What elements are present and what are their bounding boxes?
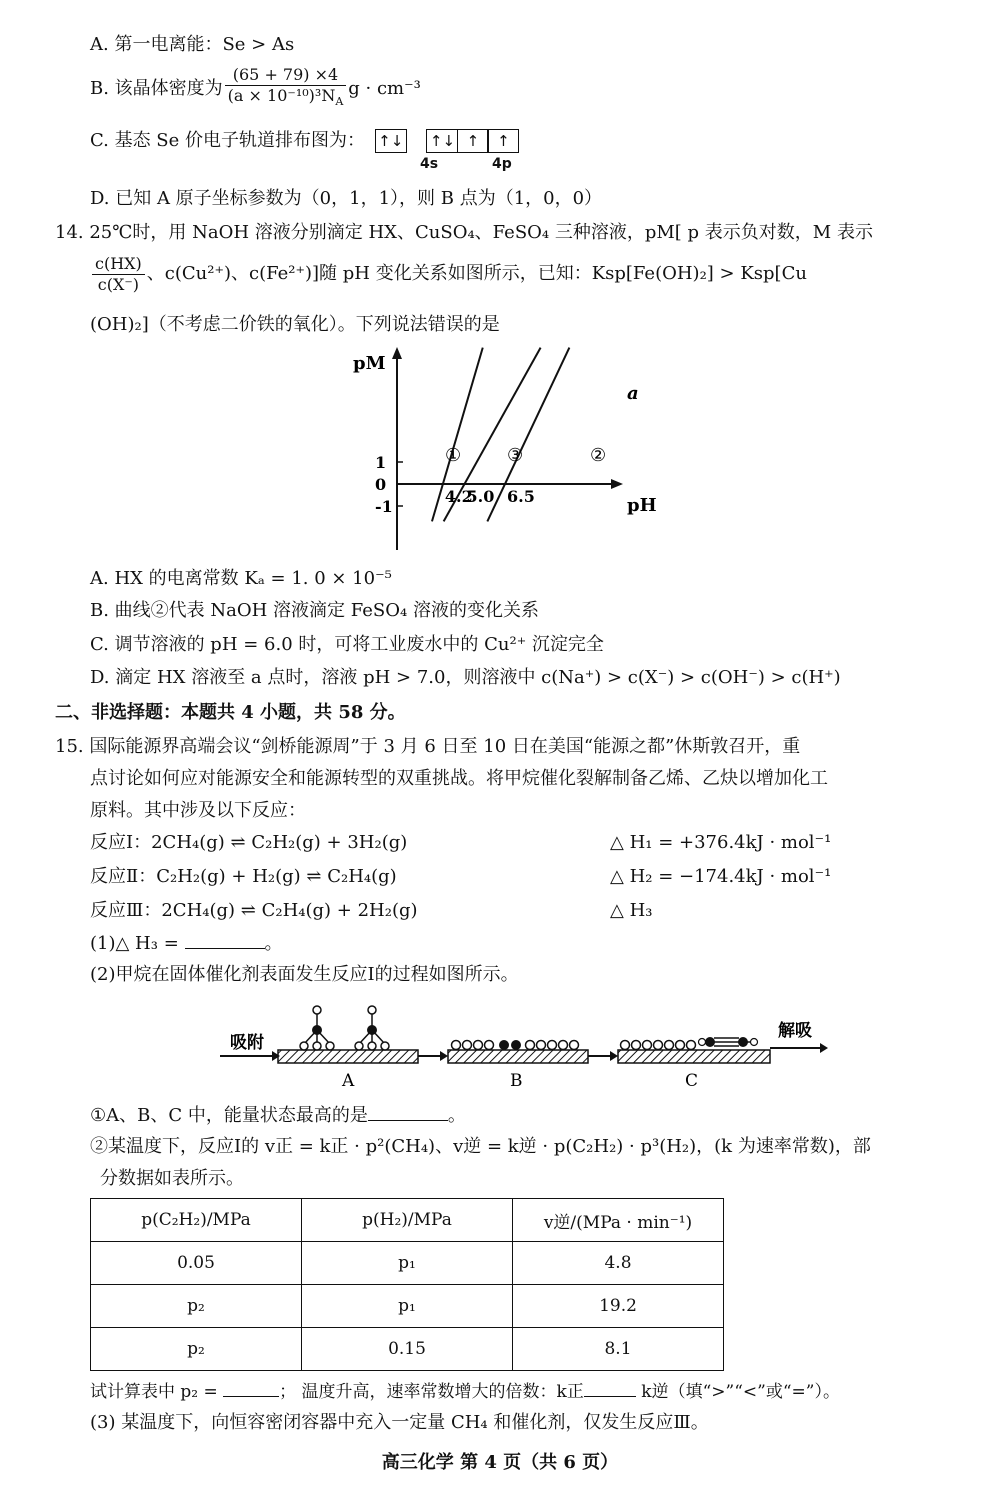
orbital-4s-box [375,129,407,153]
q15-intro-line3: 原料。其中涉及以下反应： [90,800,306,821]
x-intercept-label: 5.0 [466,487,495,506]
surface-a [278,1006,418,1063]
table-cell: 19.2 [513,1285,724,1328]
desorb-arrow [770,1043,828,1053]
arrow-b-to-c [588,1051,618,1061]
q14-stem-line3: (OH)₂]（不考虑二价铁的氧化）。下列说法错误的是 [90,314,500,335]
surface-b [448,1040,588,1063]
catalyst-process-diagram [220,992,830,1092]
table-cell: p₁ [302,1242,513,1285]
q14-option-b: B. 曲线②代表 NaOH 溶液滴定 FeSO₄ 溶液的变化关系 [90,600,539,621]
q13-option-b-prefix: B. 该晶体密度为 [90,78,223,99]
methane-molecule [300,1006,334,1050]
rate-data-table [90,1198,724,1371]
density-denominator: $(a \times 10^{-10})^3N_A$ [227,86,344,109]
table-cell: p₁ [302,1285,513,1328]
q14-stem-line1: 14. 25℃时，用 NaOH 溶液分别滴定 HX、CuSO₄、FeSO₄ 三种溶液，pM[ p 表示负对数，M 表示 [55,222,873,243]
table-header-cell: p(H₂)/MPa [302,1199,513,1242]
orbital-cell: ↑ [487,129,519,153]
y-tick-label: -1 [375,497,393,516]
series-label: ③ [507,445,524,466]
answer-blank [584,1378,636,1397]
series-label: ② [590,445,607,466]
table-row [91,1285,724,1328]
answer-blank [223,1378,279,1397]
q14-stem-line2-rest: 、c(Cu²⁺)、c(Fe²⁺)]随 pH 变化关系如图所示，已知：Ksp[Fe(OH)₂] > Ksp[Cu [146,263,807,284]
q15-calc-line: 试计算表中 p₂ = ； 温度升高，速率常数增大的倍数：k正 k逆（填“>”“<”或“=”）。 [90,1378,840,1405]
answer-blank [185,930,265,949]
table-header-cell: p(C₂H₂)/MPa [91,1199,302,1242]
x-intercept-label: 6.5 [507,487,535,506]
table-row [91,1328,724,1371]
answer-blank [368,1102,448,1121]
table-cell: p₂ [91,1328,302,1371]
q13-option-d: D. 已知 A 原子坐标参数为（0，1，1），则 B 点为（1，0，0） [90,188,603,209]
hx-ratio-fraction: $\frac{c(HX)}{c(X^-)}$ [92,254,145,295]
q15-intro-line1: 15. 国际能源界高端会议“剑桥能源周”于 3 月 6 日至 10 日在美国“能源之都”休斯敦召开，重 [55,736,801,757]
orbital-cell: ↑ [457,129,489,153]
stage-label-a: A [342,1071,355,1091]
table-header-cell: v逆/(MPa · min⁻¹) [513,1199,724,1242]
surface-c [618,1037,770,1063]
pm-ph-chart [345,345,675,560]
table-cell: 8.1 [513,1328,724,1371]
adsorb-label: 吸附 [230,1033,264,1053]
y-tick-label: 1 [375,453,387,472]
q13-option-c [90,128,519,154]
table-header-row [91,1199,724,1242]
table-cell: p₂ [91,1285,302,1328]
q14-option-d: D. 滴定 HX 溶液至 a 点时，溶液 pH > 7.0，则溶液中 c(Na⁺) > c(X⁻) > c(OH⁻) > c(H⁺) [90,667,841,688]
reaction-3-equation: 反应Ⅲ：2CH₄(g) ⇌ C₂H₄(g) + 2H₂(g) [90,900,418,921]
reaction-2-enthalpy: △ H₂ = −174.4kJ · mol⁻¹ [610,866,832,887]
orbital-cell: ↑↓ [375,129,407,153]
label-4s: 4s [420,156,439,172]
table-cell: 0.05 [91,1242,302,1285]
stage-label-c: C [685,1071,699,1091]
reaction-1-enthalpy: △ H₁ = +376.4kJ · mol⁻¹ [610,832,832,853]
y-axis-arrow [392,347,402,359]
acetylene-molecule [698,1037,758,1047]
q15-sub-b-line2: 分数据如表所示。 [100,1168,244,1189]
table-cell: 4.8 [513,1242,724,1285]
q14-option-a: A. HX 的电离常数 Kₐ = 1. 0 × 10⁻⁵ [90,568,392,589]
page-footer: 高三化学 第 4 页（共 6 页） [381,1452,619,1473]
orbital-cell: ↑↓ [426,129,458,153]
stage-label-b: B [510,1071,523,1091]
q13-option-c-prefix: C. 基态 Se 价电子轨道排布图为： [90,130,365,151]
arrow-a-to-b [418,1051,448,1061]
q14-stem-line2 [90,250,807,298]
point-a-label: a [627,383,639,404]
y-tick-label: 0 [375,475,387,494]
reaction-1-equation: 反应Ⅰ：2CH₄(g) ⇌ C₂H₂(g) + 3H₂(g) [90,832,408,853]
q15-sub-b-line1: ②某温度下，反应Ⅰ的 v正 = k正 · p²(CH₄)、v逆 = k逆 · p(C₂H₂) · p³(H₂)，(k 为速率常数)，部 [90,1136,871,1157]
density-fraction [225,65,347,112]
x-intercept-label: 4.2 [444,487,473,506]
x-axis-label: pH [627,495,657,516]
density-unit: g · cm⁻³ [348,78,421,99]
q15-part1: (1)△ H₃ = 。 [90,930,283,957]
q13-option-b [90,64,421,114]
reaction-2-equation: 反应Ⅱ：C₂H₂(g) + H₂(g) ⇌ C₂H₄(g) [90,866,397,887]
label-4p: 4p [492,156,512,172]
orbital-4p-boxes [426,129,519,153]
section-heading: 二、非选择题：本题共 4 小题，共 58 分。 [55,702,406,723]
density-numerator: (65 + 79) ×4 [225,65,347,86]
q14-option-c: C. 调节溶液的 pH = 6.0 时，可将工业废水中的 Cu²⁺ 沉淀完全 [90,634,604,655]
q15-sub-a: ①A、B、C 中，能量状态最高的是 。 [90,1102,466,1129]
q15-part2: (2)甲烷在固体催化剂表面发生反应Ⅰ的过程如图所示。 [90,964,519,985]
methane-molecule [355,1006,389,1050]
table-cell: 0.15 [302,1328,513,1371]
table-row [91,1242,724,1285]
series-label: ① [445,445,462,466]
q15-part3: (3) 某温度下，向恒容密闭容器中充入一定量 CH₄ 和催化剂，仅发生反应Ⅲ。 [90,1412,709,1433]
reaction-3-enthalpy: △ H₃ [610,900,653,921]
desorb-label: 解吸 [778,1021,812,1041]
x-axis-arrow [611,479,623,489]
q13-option-a: A. 第一电离能：Se > As [90,34,295,55]
y-axis-label: pM [353,353,386,374]
q15-intro-line2: 点讨论如何应对能源安全和能源转型的双重挑战。将甲烷催化裂解制备乙烯、乙炔以增加化工 [90,768,828,789]
chart-labels [353,353,657,516]
